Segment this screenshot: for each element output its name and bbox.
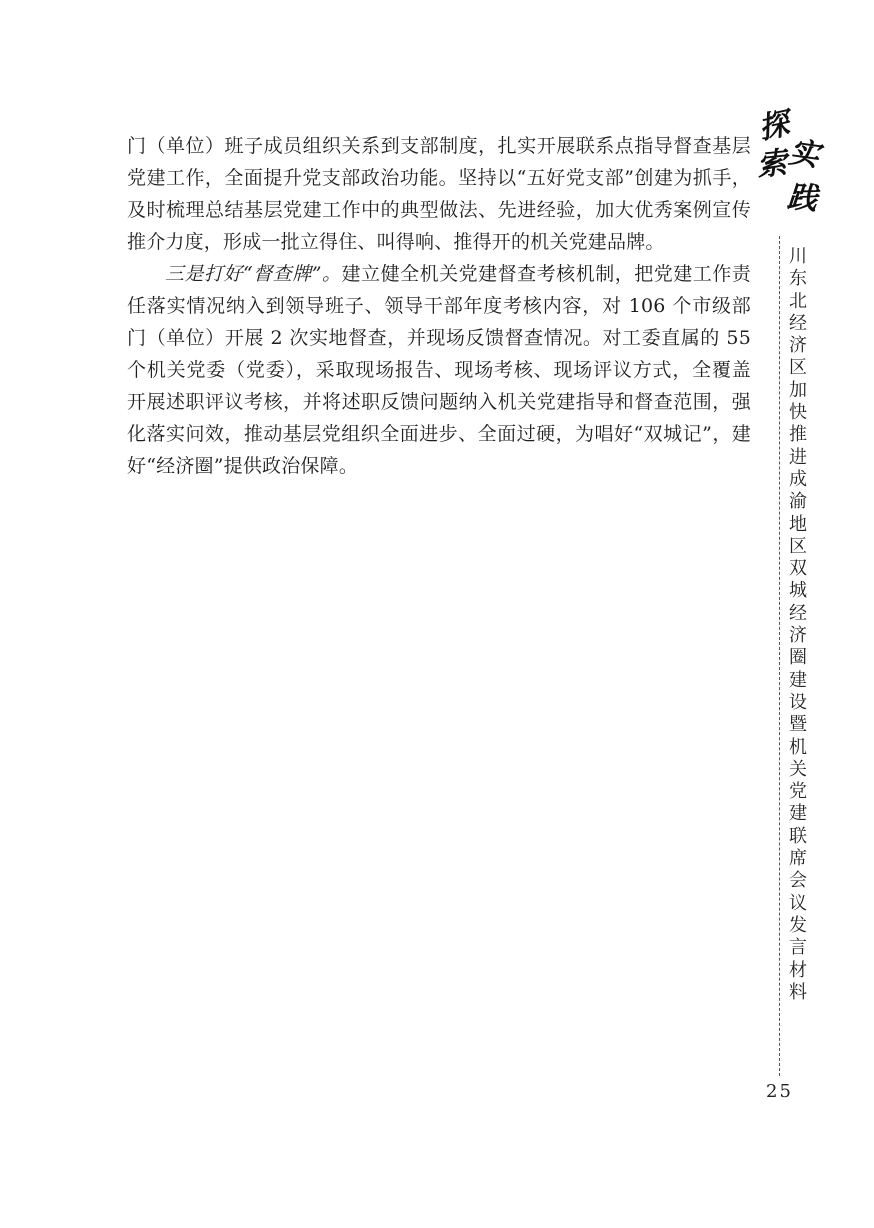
section-logo	[755, 106, 823, 232]
paragraph-2	[127, 258, 751, 482]
logo-char-1: 探	[755, 106, 793, 147]
paragraph-2-rest: 建立健全机关党建督查考核机制，把党建工作责任落实情况纳入到领导班子、领导干部年度考核内容，对 106 个市级部门（单位）开展 2 次实地督查，并现场反馈督查情况。对工委直属的 55 个机关党委（党委），采取现场报告、现场考核、现场评议方式，全覆盖开展述职评议考核，并将述职反馈问题纳入机关党建指导和督查范围，强化落实问效，推动基层党组织全面进步、全面过硬，为唱好“双城记”，建好“经济圈”提供政治保障。	[127, 263, 751, 477]
paragraph-1: 门（单位）班子成员组织关系到支部制度，扎实开展联系点指导督查基层党建工作，全面提升党支部政治功能。坚持以“五好党支部”创建为抓手，及时梳理总结基层党建工作中的典型做法、先进经验，加大优秀案例宣传推介力度，形成一批立得住、叫得响、推得开的机关党建品牌。	[127, 135, 751, 253]
logo-char-2: 索	[755, 145, 789, 184]
page-number: 25	[766, 1081, 793, 1102]
logo-char-3: 实	[786, 135, 822, 174]
running-head: 川东北经济区加快推进成渝地区双城经济圈建设暨机关党建联席会议发言材料	[789, 246, 807, 1003]
margin-divider	[779, 236, 780, 1076]
paragraph-2-lead: 三是打好“督查牌”。	[165, 263, 342, 285]
logo-char-4: 践	[785, 179, 819, 218]
body-text	[127, 130, 751, 482]
